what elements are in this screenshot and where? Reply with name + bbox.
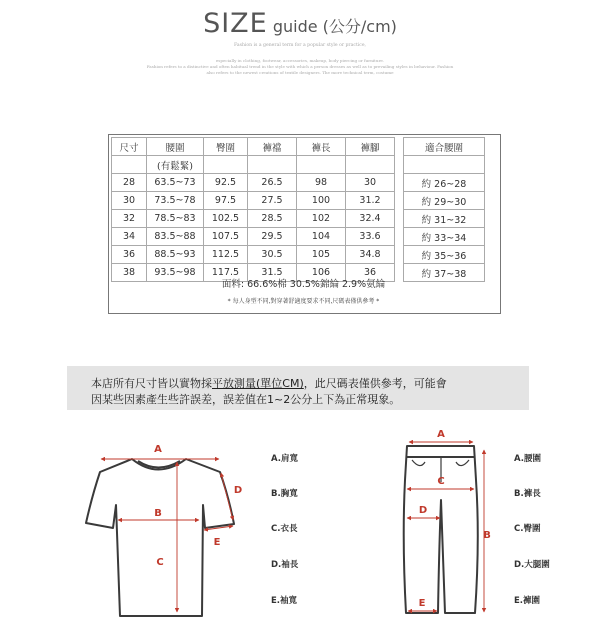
cell: 約 26~28	[404, 174, 485, 192]
cell: 100	[297, 192, 346, 210]
pants-label-thigh: D.大腿圍	[514, 560, 550, 570]
header-fit-waist: 適合腰圍	[404, 138, 485, 156]
cell: 約 35~36	[404, 246, 485, 264]
shirt-marker-d: D	[233, 485, 243, 496]
shirt-marker-a: A	[154, 444, 162, 455]
cell: 105	[297, 246, 346, 264]
tagline-4: also refers to the newest creations of textile designers. The more technical term, costume	[206, 70, 394, 75]
cell: 83.5~88	[147, 228, 204, 246]
cell: 32	[112, 210, 147, 228]
cell: 29.5	[248, 228, 297, 246]
header-hem: 褲腳	[346, 138, 395, 156]
cell: 97.5	[204, 192, 248, 210]
cell: 32.4	[346, 210, 395, 228]
pants-marker-e: E	[418, 598, 426, 609]
cell: 約 37~38	[404, 264, 485, 282]
cell: 30	[112, 192, 147, 210]
shirt-marker-c: C	[156, 557, 164, 568]
header-size: 尺寸	[112, 138, 147, 156]
cell: 36	[346, 264, 395, 282]
cell: 30.5	[248, 246, 297, 264]
cell: 約 33~34	[404, 228, 485, 246]
pants-label-waist: A.腰圍	[514, 454, 541, 464]
cell: 107.5	[204, 228, 248, 246]
pants-label-hip: C.臀圍	[514, 524, 541, 534]
shirt-label-shoulder: A.肩寬	[271, 454, 298, 464]
pants-marker-c: C	[437, 476, 445, 487]
header-rise: 褲襠	[248, 138, 297, 156]
cell: 38	[112, 264, 147, 282]
pants-marker-a: A	[437, 429, 445, 440]
cell: 73.5~78	[147, 192, 204, 210]
pants-icon	[404, 446, 478, 613]
cell: 34	[112, 228, 147, 246]
fit-disclaimer: * 每人身型不同,對穿著舒適度要求不同,尺碼表僅供參考 *	[227, 298, 380, 305]
sleeve-length-line	[221, 473, 233, 520]
header-length: 褲長	[297, 138, 346, 156]
cell: 約 31~32	[404, 210, 485, 228]
shirt-label-sleeve-width: E.袖寬	[271, 596, 298, 606]
cell: 88.5~93	[147, 246, 204, 264]
tagline-3: Fashion refers to a distinctive and often habitual trend in the style with which a person dresses as well as to prevailing styles in behaviour. Fashion	[146, 64, 454, 69]
cell: 102.5	[204, 210, 248, 228]
cell: 106	[297, 264, 346, 282]
cell: 117.5	[204, 264, 248, 282]
waist-elastic-note: (有鬆緊)	[147, 156, 204, 174]
cell: 112.5	[204, 246, 248, 264]
tagline-1: Fashion is a general term for a popular style or practice,	[233, 43, 367, 48]
cell: 31.2	[346, 192, 395, 210]
cell: 26.5	[248, 174, 297, 192]
pants-marker-d: D	[418, 505, 428, 516]
cell: 30	[346, 174, 395, 192]
header-hip: 臀圍	[204, 138, 248, 156]
cell: 102	[297, 210, 346, 228]
cell: 28	[112, 174, 147, 192]
shirt-label-sleeve-length: D.袖長	[271, 560, 299, 570]
cell: 92.5	[204, 174, 248, 192]
shirt-label-length: C.衣長	[271, 524, 298, 534]
cell: 36	[112, 246, 147, 264]
cell: 63.5~73	[147, 174, 204, 192]
shirt-label-chest: B.胸寬	[271, 489, 298, 499]
tagline-2: especially in clothing, footwear, accessories, makeup, body piercing or furniture.	[215, 58, 385, 63]
notice-line-1: 本店所有尺寸皆以實物採平放測量(單位CM)，此尺碼表僅供參考，可能會	[91, 377, 447, 390]
cell: 28.5	[248, 210, 297, 228]
cell: 104	[297, 228, 346, 246]
cell: 34.8	[346, 246, 395, 264]
size-subtitle: guide (公分/cm)	[272, 17, 397, 36]
cell: 約 29~30	[404, 192, 485, 210]
cell: 78.5~83	[147, 210, 204, 228]
cell: 98	[297, 174, 346, 192]
pants-label-hem: E.褲圍	[514, 596, 541, 606]
shirt-marker-e: E	[213, 537, 221, 548]
cell: 27.5	[248, 192, 297, 210]
size-title: SIZE	[203, 8, 268, 39]
tshirt-icon	[86, 459, 234, 616]
pants-marker-b: B	[483, 530, 491, 541]
pants-label-length: B.褲長	[514, 489, 541, 499]
cell: 31.5	[248, 264, 297, 282]
flat-measure-note: 平放測量(單位CM)	[212, 377, 304, 390]
notice-line-2: 因某些因素產生些許誤差，誤差值在1~2公分上下為正常現象。	[91, 393, 401, 406]
cell: 33.6	[346, 228, 395, 246]
cell: 93.5~98	[147, 264, 204, 282]
shirt-marker-b: B	[154, 508, 162, 519]
fabric-composition: 面料: 66.6%棉 30.5%錦綸 2.9%氨綸	[221, 279, 386, 290]
header-waist: 腰圍	[147, 138, 204, 156]
